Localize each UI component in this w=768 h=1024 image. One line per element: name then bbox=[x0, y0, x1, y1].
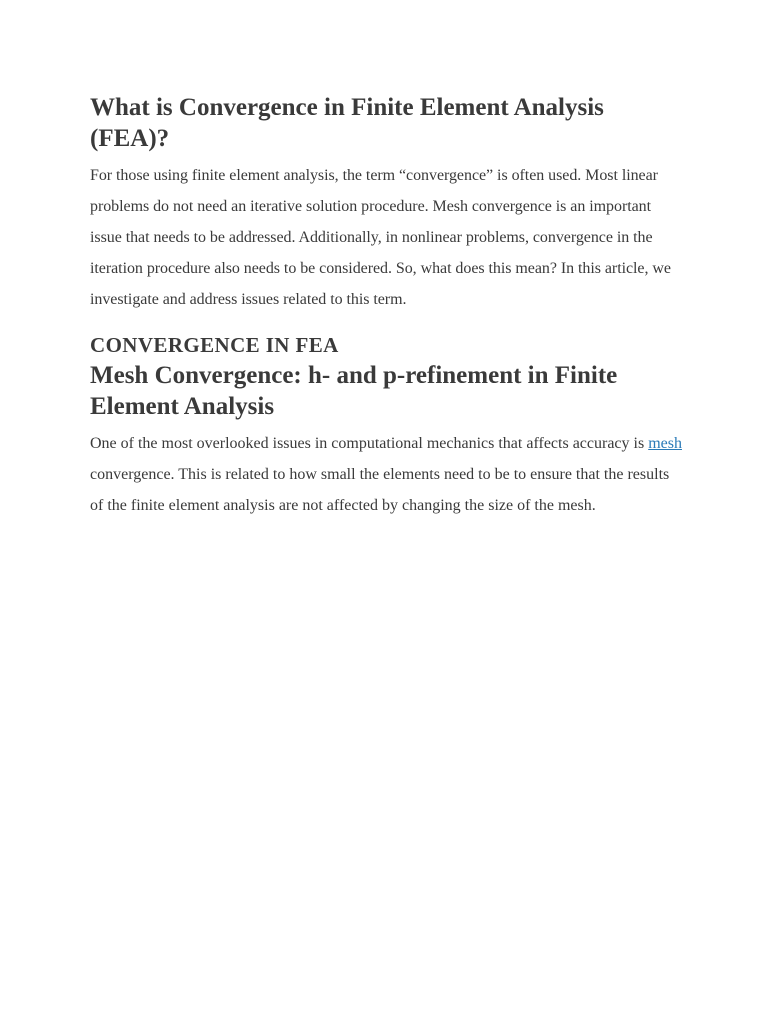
mesh-link[interactable]: mesh bbox=[648, 435, 682, 452]
mesh-paragraph-end: convergence. This is related to how small the elements need to be to ensure that the results of the finite element analysis are not affected by changing the size of the mesh. bbox=[90, 466, 670, 514]
article-page bbox=[90, 92, 682, 521]
mesh-paragraph bbox=[90, 428, 682, 521]
section-title: Mesh Convergence: h- and p-refinement in Finite Element Analysis bbox=[90, 362, 618, 420]
section-kicker: CONVERGENCE IN FEA bbox=[90, 333, 339, 357]
article-title: What is Convergence in Finite Element Analysis (FEA)? bbox=[90, 94, 604, 152]
intro-paragraph: For those using finite element analysis, the term “convergence” is often used. Most linear problems do not need an iterative solution procedure. Mesh convergence is an important issue that needs to be addressed. Additionally, in nonlinear problems, convergence in the iteration procedure also needs to be considered. So, what does this mean? In this article, we investigate and address issues related to this term. bbox=[90, 167, 671, 308]
mesh-paragraph-start: One of the most overlooked issues in computational mechanics that affects accuracy is bbox=[90, 435, 649, 452]
